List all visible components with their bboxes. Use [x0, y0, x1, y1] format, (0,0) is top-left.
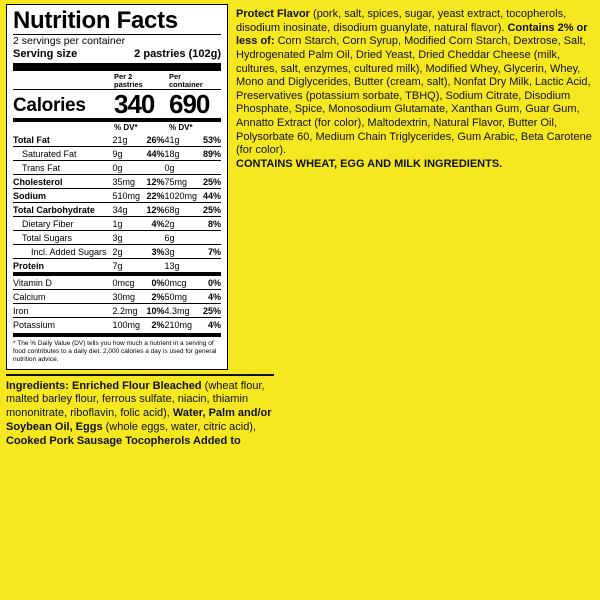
ingredients-continued-column	[236, 4, 594, 172]
table-row	[13, 290, 221, 304]
column-header-2	[166, 73, 221, 89]
table-row	[13, 259, 221, 275]
nutrient-amount-1: 9g	[112, 147, 142, 161]
protect-flavor-label: Protect Flavor	[236, 8, 310, 20]
allergen-statement: CONTAINS WHEAT, EGG AND MILK INGREDIENTS.	[236, 157, 503, 170]
nutrient-dv-2: 53%	[202, 134, 221, 145]
nutrient-name: Total Carbohydrate	[13, 203, 112, 217]
nutrient-dv-2: 4%	[197, 318, 221, 332]
nutrient-dv-2: 0%	[197, 274, 221, 290]
nutrient-amount-1: 30mg	[112, 290, 142, 304]
nutrient-amount-1: 7g	[112, 259, 142, 275]
nutrient-amount-1: 510mg	[112, 189, 142, 203]
ingredients-bold-1: Water, Palm and/or Soybean Oil, Eggs	[6, 407, 272, 434]
ingredients-label: Ingredients: Enriched Flour Bleached	[6, 379, 202, 392]
nutrient-dv-2: 89%	[197, 147, 221, 161]
nutrient-name: Total Sugars	[13, 231, 112, 245]
nutrient-amount-2: 75mg	[164, 175, 197, 189]
table-row	[13, 217, 221, 231]
serving-size-row	[13, 48, 221, 61]
calories-values	[111, 89, 221, 120]
calories-row	[13, 90, 221, 118]
ingredients-statement	[6, 374, 274, 449]
nutrient-dv-2	[197, 161, 221, 175]
nutrient-dv-1: 4%	[142, 217, 164, 231]
nutrient-name: Incl. Added Sugars	[13, 245, 112, 259]
nutrient-amount-2: 41g	[164, 134, 180, 145]
nutrient-amount-1: 21g	[112, 134, 128, 145]
nutrient-amount-2: 50mg	[164, 290, 197, 304]
nutrient-amount-2: 0g	[164, 161, 197, 175]
table-row	[13, 133, 221, 147]
nutrient-dv-2: 44%	[197, 189, 221, 203]
nutrient-name: Saturated Fat	[13, 147, 112, 161]
protect-flavor-text: (pork, salt, spices, sugar, yeast extract, tocopherols, disodium inosinate, disodium guanylate, natural flavor).	[236, 8, 567, 34]
daily-value-footnote: * The % Daily Value (DV) tells you how much a nutrient in a serving of food contributes to a daily diet. 2,000 calories a day is used for general nutrition advice.	[13, 340, 217, 364]
nutrient-table	[13, 133, 221, 331]
nutrient-name: Dietary Fiber	[13, 217, 112, 231]
nutrient-amount-2: 68g	[164, 203, 197, 217]
nutrient-dv-1: 3%	[142, 245, 164, 259]
servings-per-container: 2 servings per container	[13, 35, 126, 48]
nutrient-amount-1: 1g	[112, 217, 142, 231]
nutrient-dv-1: 0%	[142, 274, 164, 290]
nutrient-dv-2: 25%	[197, 304, 221, 318]
nutrient-amount-2: 210mg	[164, 318, 197, 332]
nutrient-amount-2: 0mcg	[164, 274, 197, 290]
nutrient-name: Potassium	[13, 318, 112, 332]
nutrient-name: Vitamin D	[13, 274, 112, 290]
dv-header-1: % DV*	[114, 123, 138, 133]
table-row	[13, 147, 221, 161]
nutrient-dv-2: 8%	[197, 217, 221, 231]
nutrient-dv-2	[197, 259, 221, 275]
nutrient-dv-1: 26%	[146, 134, 165, 145]
nutrient-amount-1: 34g	[112, 203, 142, 217]
divider-thick	[13, 63, 221, 71]
nutrient-dv-2: 25%	[197, 203, 221, 217]
nutrient-amount-2: 18g	[164, 147, 197, 161]
nutrient-amount-1: 3g	[112, 231, 142, 245]
contains-2-percent-text: Corn Starch, Corn Syrup, Modified Corn Starch, Dextrose, Salt, Hydrogenated Palm Oil, Dried Yeast, Dried Cheddar Cheese (milk, cultures, salt, enzymes, cultured milk), Modified Whey, Glycerin, Whey, Mono and Diglycerides, Butter (cream, salt), Nonfat Dry Milk, Lactic Acid, Preservatives (potassium sorbate, TBHQ), Sodium Citrate, Disodium Phosphate, Spice, Monosodium Glutamate, Xanthan Gum, Guar Gum, Annatto Extract (for color), Maltodextrin, Natural Flavor, Butter Oil, Polysorbate 60, Medium Chain Triglycerides, Gum Arabic, Beta Carotene (for color).	[236, 35, 592, 157]
col1-line1: Per 2	[114, 72, 133, 82]
ingredients-segment-1: (wheat flour, malted barley flour, ferrous sulfate, niacin, thiamin mononitrate, riboflavin, folic acid),	[6, 379, 265, 420]
calories-per-serving: 340	[114, 89, 155, 120]
contains-2-percent-label: Contains 2% or less of:	[236, 21, 588, 48]
col2-line1: Per	[169, 72, 182, 82]
nutrient-dv-2	[197, 231, 221, 245]
nutrient-amount-2: 1020mg	[164, 190, 197, 201]
table-row	[13, 203, 221, 217]
nutrient-amount-2: 6g	[164, 231, 197, 245]
table-row	[13, 274, 221, 290]
nutrient-dv-1: 44%	[142, 147, 164, 161]
nutrient-amount-1: 35mg	[112, 175, 142, 189]
nutrient-amount-2: 2g	[164, 217, 197, 231]
nutrient-name: Total Fat	[13, 134, 50, 145]
dv-header-2: % DV*	[169, 123, 193, 133]
top-row	[6, 4, 594, 370]
nutrient-dv-1	[142, 259, 164, 275]
daily-value-header	[13, 122, 221, 133]
ingredients-bold-2: Cooked Pork Sausage Tocopherols Added to	[6, 435, 241, 447]
nutrient-amount-2: 4.3mg	[164, 304, 197, 318]
table-row	[13, 318, 221, 332]
nutrient-name: Protein	[13, 259, 112, 275]
nutrient-name: Iron	[13, 304, 112, 318]
table-row	[13, 161, 221, 175]
flavor-protect-paragraph	[236, 8, 594, 158]
nutrient-name: Trans Fat	[13, 161, 112, 175]
ingredients-segment-2: (whole eggs, water, citric acid),	[102, 421, 257, 434]
nutrient-amount-2: 13g	[164, 259, 197, 275]
nutrient-amount-1: 2g	[112, 245, 142, 259]
nutrient-amount-1: 0mcg	[112, 274, 142, 290]
column-headers	[13, 71, 221, 89]
nutrient-dv-1: 12%	[142, 203, 164, 217]
nutrient-dv-1: 12%	[142, 175, 164, 189]
nutrient-name: Sodium	[13, 189, 112, 203]
col2-line2: container	[169, 80, 203, 90]
calories-per-container: 690	[169, 89, 210, 120]
table-row	[13, 189, 221, 203]
column-header-1	[111, 73, 166, 89]
nutrient-name: Calcium	[13, 290, 112, 304]
nutrient-dv-2: 25%	[197, 175, 221, 189]
nutrient-name: Cholesterol	[13, 175, 112, 189]
nutrient-amount-2: 3g	[164, 245, 197, 259]
serving-size-value: 2 pastries (102g)	[134, 48, 221, 61]
table-row	[13, 304, 221, 318]
nutrient-dv-2: 4%	[197, 290, 221, 304]
table-row	[13, 231, 221, 245]
nutrient-amount-1: 0g	[112, 161, 142, 175]
nutrient-amount-1: 2.2mg	[112, 304, 142, 318]
nutrient-dv-1: 10%	[142, 304, 164, 318]
nutrient-dv-2: 7%	[197, 245, 221, 259]
table-row	[13, 245, 221, 259]
col1-line2: pastries	[114, 80, 143, 90]
nutrient-dv-1: 22%	[142, 189, 164, 203]
nutrient-dv-1	[142, 231, 164, 245]
nutrient-amount-1: 100mg	[112, 318, 142, 332]
nutrient-dv-1: 2%	[142, 290, 164, 304]
nutrient-dv-1	[142, 161, 164, 175]
panel-title: Nutrition Facts	[13, 7, 178, 34]
table-row	[13, 175, 221, 189]
nutrient-dv-1: 2%	[142, 318, 164, 332]
serving-size-label: Serving size	[13, 48, 78, 61]
nutrition-facts-panel	[6, 4, 228, 370]
calories-label: Calories	[13, 95, 86, 117]
